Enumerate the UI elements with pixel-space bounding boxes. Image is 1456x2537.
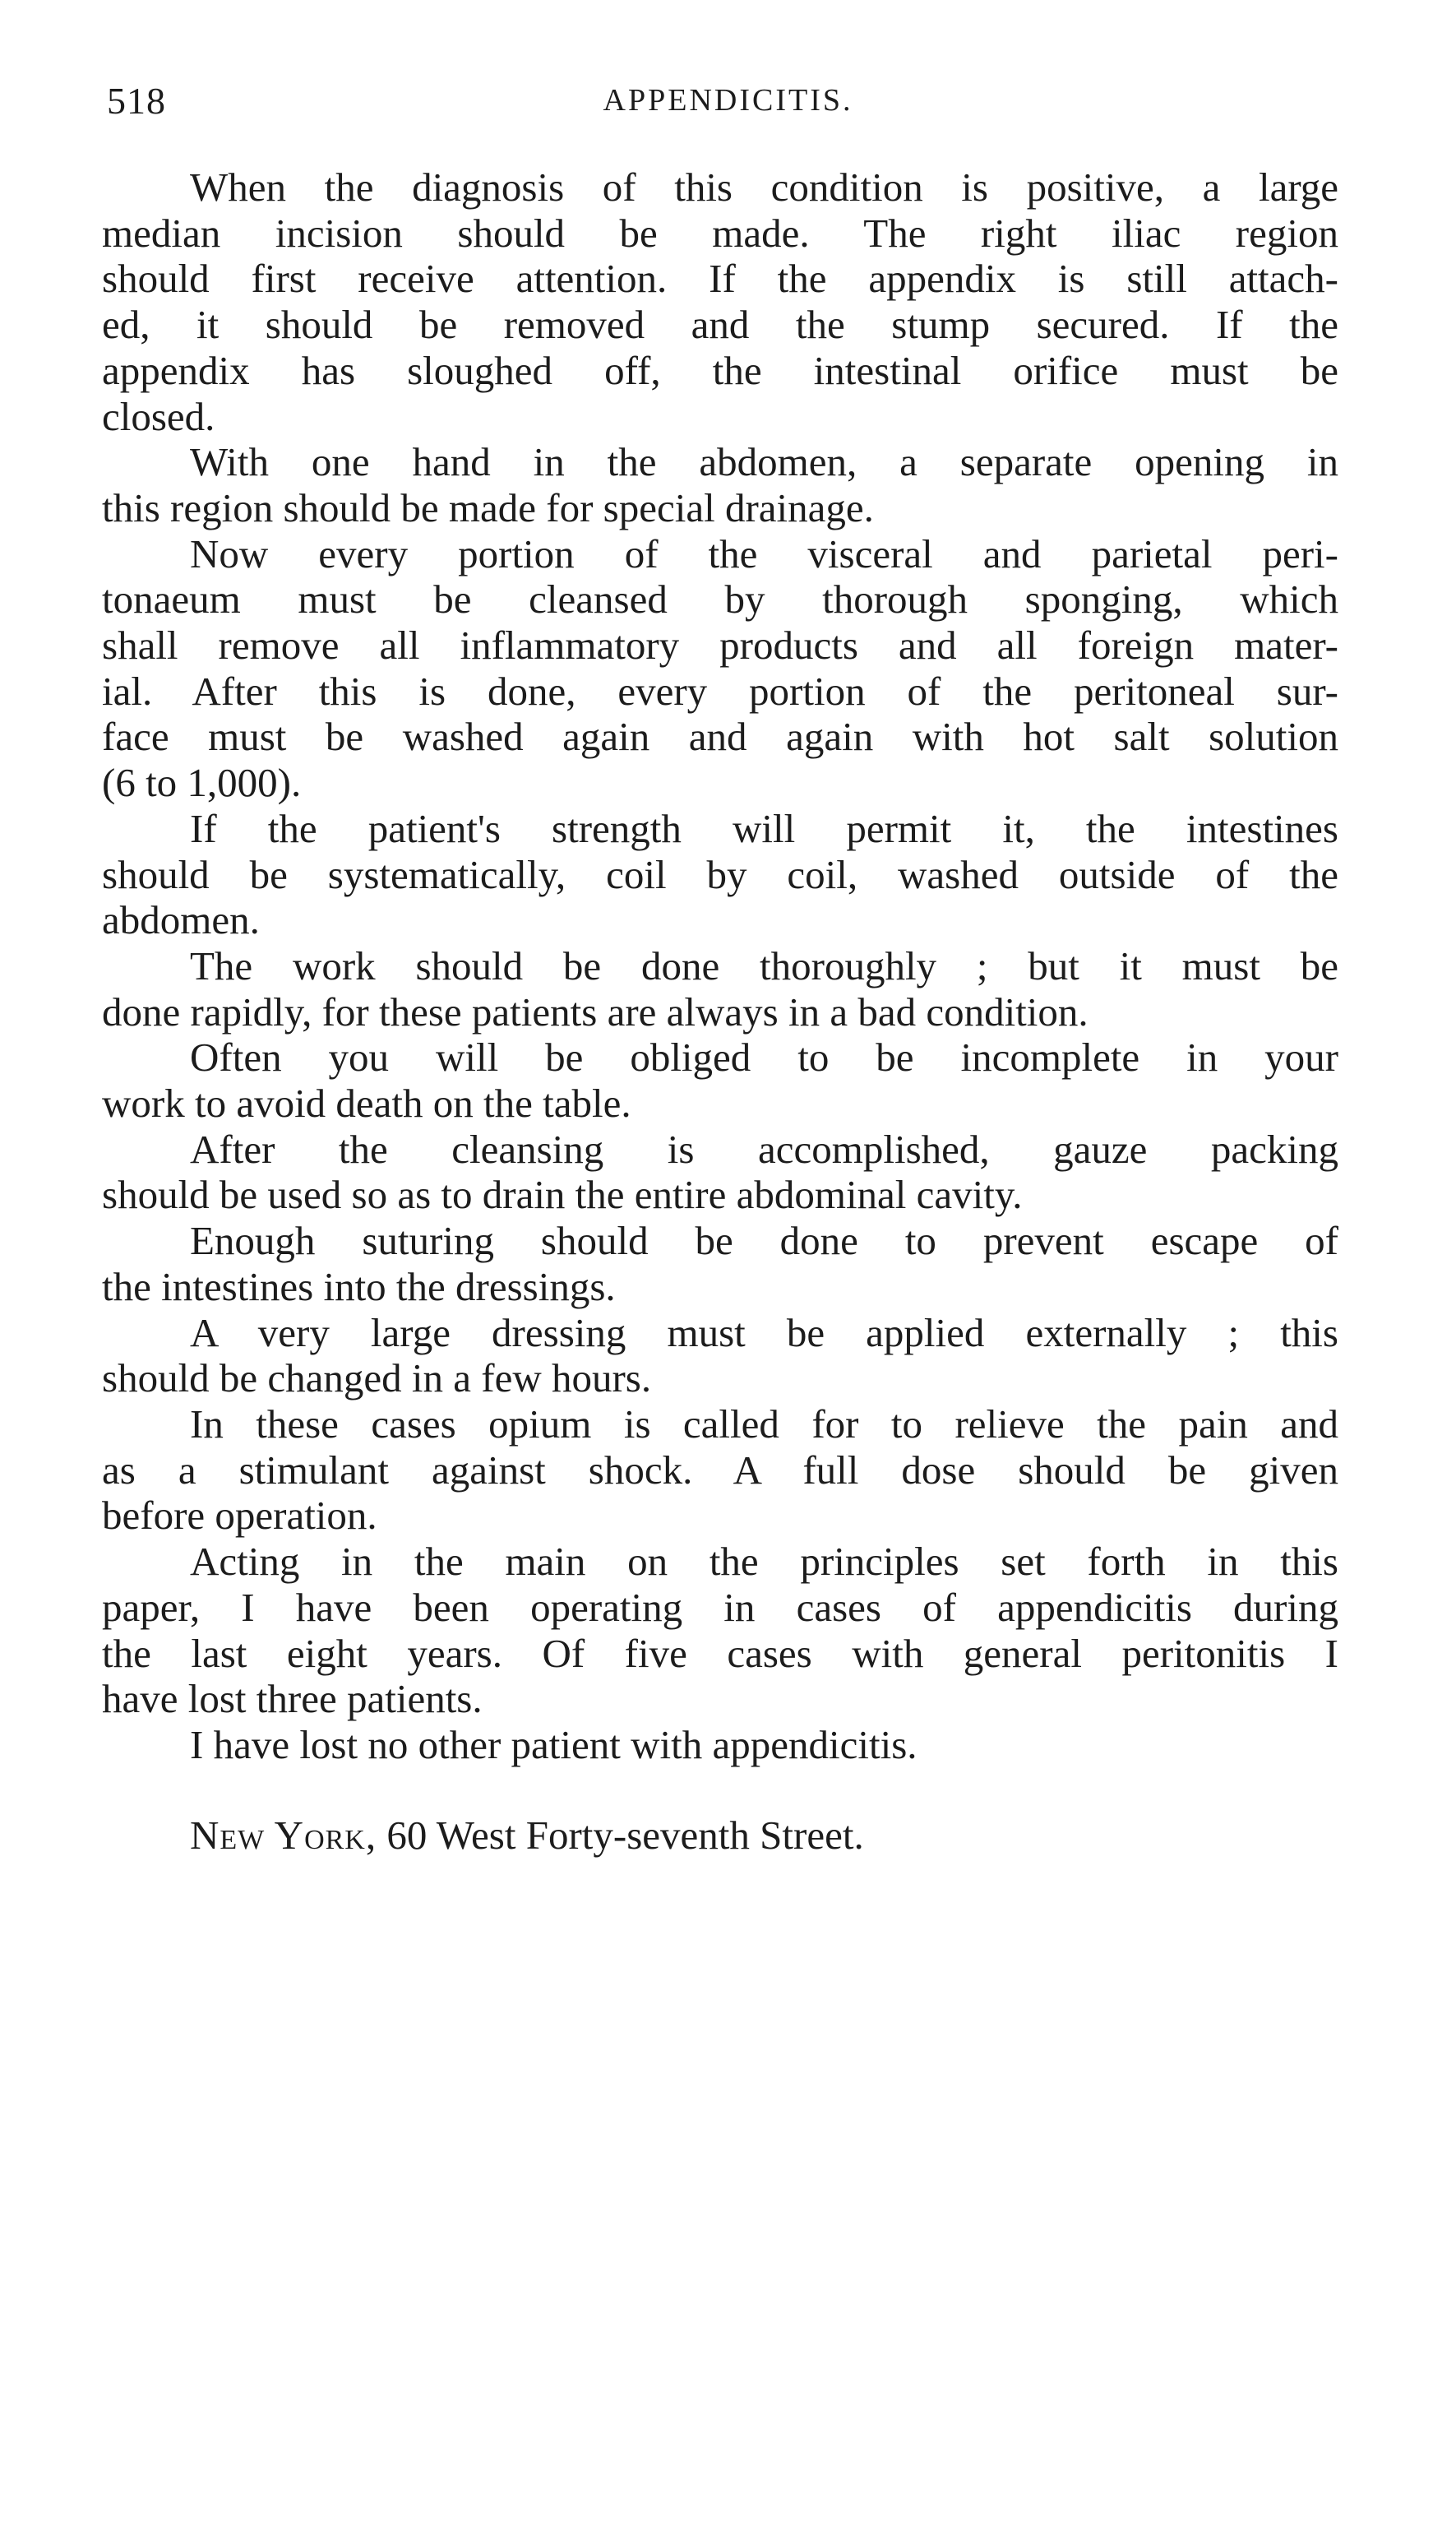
paragraph xyxy=(102,439,1338,530)
paragraph xyxy=(102,531,1338,806)
text-line: After the cleansing is accomplished, gauze packing xyxy=(190,1126,1338,1172)
paragraph xyxy=(102,1539,1338,1722)
text-line: In these cases opium is called for to relieve the pain and xyxy=(190,1400,1338,1447)
author-address xyxy=(102,1812,1338,1859)
paragraph xyxy=(102,1401,1338,1539)
paragraph xyxy=(102,1310,1338,1401)
text-line: as a stimulant against shock. A full dose should be given xyxy=(102,1447,1338,1493)
text-line: work to avoid death on the table. xyxy=(102,1081,631,1127)
text-line: (6 to 1,000). xyxy=(102,760,302,806)
text-line: closed. xyxy=(102,393,215,439)
paragraph xyxy=(102,1218,1338,1309)
text-line: The work should be done thoroughly ; but it must be xyxy=(190,942,1338,988)
text-line: have lost three patients. xyxy=(102,1676,483,1722)
text-line: A very large dressing must be applied externally ; this xyxy=(190,1309,1338,1355)
text-line: appendix has sloughed off, the intestinal orifice must be xyxy=(102,347,1338,393)
text-line: When the diagnosis of this condition is positive, a large xyxy=(190,164,1338,210)
text-line: shall remove all inflammatory products and all foreign mater- xyxy=(102,623,1338,669)
text-line: Often you will be obliged to be incomplete in your xyxy=(190,1035,1338,1081)
text-line: paper, I have been operating in cases of appendicitis during xyxy=(102,1584,1338,1630)
text-line: I have lost no other patient with appendicitis. xyxy=(190,1721,918,1767)
running-title: APPENDICITIS. xyxy=(603,83,853,118)
text-line: the last eight years. Of five cases with general peritonitis I xyxy=(102,1630,1338,1676)
text-line: should be used so as to drain the entire abdominal cavity. xyxy=(102,1172,1023,1218)
address-city: New York, xyxy=(190,1812,377,1858)
text-line: tonaeum must be cleansed by thorough sponging, which xyxy=(102,576,1338,623)
page-number: 518 xyxy=(107,80,166,122)
page-header xyxy=(0,79,1456,128)
text-line: should first receive attention. If the appendix is still attach- xyxy=(102,256,1338,302)
text-line: done rapidly, for these patients are always in a bad condition. xyxy=(102,988,1089,1035)
text-line: should be systematically, coil by coil, washed outside of the xyxy=(102,851,1338,897)
text-line: face must be washed again and again with hot salt solution xyxy=(102,714,1338,760)
text-line: this region should be made for special drainage. xyxy=(102,484,874,530)
paragraph xyxy=(102,1127,1338,1218)
text-line: Now every portion of the visceral and parietal peri- xyxy=(190,530,1338,576)
text-line: Enough suturing should be done to prevent escape of xyxy=(190,1218,1338,1264)
text-line: median incision should be made. The right iliac region xyxy=(102,210,1338,256)
address-street: 60 West Forty-seventh Street. xyxy=(386,1812,864,1858)
text-line: ed, it should be removed and the stump secured. If the xyxy=(102,302,1338,348)
paragraph xyxy=(102,1722,1338,1768)
text-line: abdomen. xyxy=(102,897,260,943)
text-line: the intestines into the dressings. xyxy=(102,1263,616,1309)
text-line: Acting in the main on the principles set forth in this xyxy=(190,1539,1338,1585)
text-line: With one hand in the abdomen, a separate opening in xyxy=(190,439,1338,485)
text-line: ial. After this is done, every portion of the peritoneal sur- xyxy=(102,668,1338,714)
text-line: If the patient's strength will permit it, the intestines xyxy=(190,805,1338,851)
text-line: before operation. xyxy=(102,1493,377,1539)
paragraph xyxy=(102,943,1338,1035)
paragraph xyxy=(102,164,1338,439)
paragraph xyxy=(102,806,1338,943)
text-line: should be changed in a few hours. xyxy=(102,1355,652,1401)
paragraph xyxy=(102,1035,1338,1126)
paragraph-list xyxy=(102,164,1338,1768)
article-body xyxy=(102,164,1338,1859)
